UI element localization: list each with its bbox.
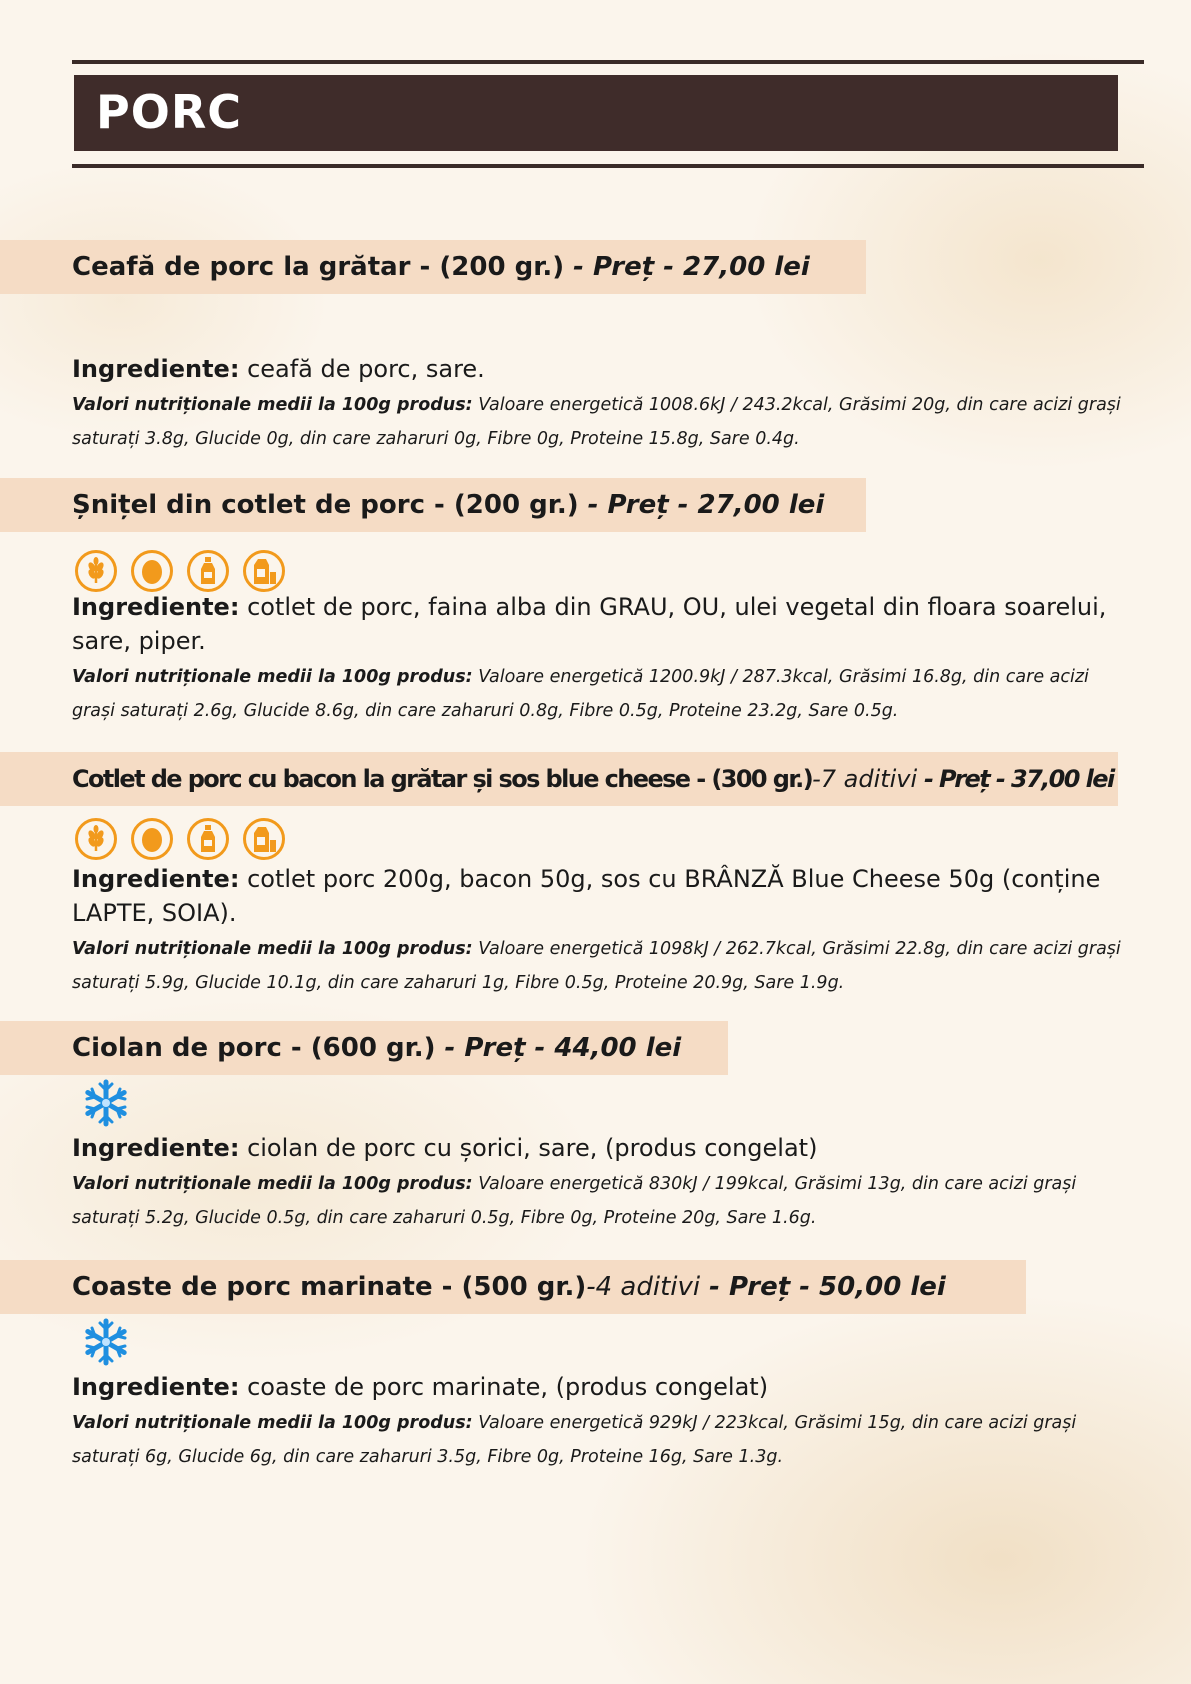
snowflake-icon — [80, 1316, 132, 1368]
item-additives: -4 aditivi — [586, 1272, 701, 1302]
ingredients-label: Ingrediente: — [72, 1373, 240, 1401]
item-title — [72, 1272, 946, 1302]
item-nutrition — [72, 660, 1132, 728]
item-nutrition — [72, 1167, 1132, 1235]
ingredients-text: coaste de porc marinate, (produs congelat) — [239, 1373, 769, 1401]
ingredients-label: Ingrediente: — [72, 355, 240, 383]
oil-bottle-icon — [187, 818, 229, 860]
item-nutrition — [72, 388, 1132, 456]
item-ingredients — [72, 1131, 1132, 1165]
item-title-bar — [0, 1260, 1026, 1314]
ingredients-label: Ingrediente: — [72, 1134, 240, 1162]
ingredients-text: ciolan de porc cu șorici, sare, (produs congelat) — [239, 1134, 818, 1162]
item-title — [72, 765, 1114, 793]
wheat-icon — [75, 818, 117, 860]
item-title-bar — [0, 240, 866, 294]
item-ingredients — [72, 862, 1132, 930]
item-ingredients — [72, 352, 1132, 386]
item-price: - Preț - 27,00 lei — [564, 252, 810, 282]
item-name: Ciolan de porc - (600 gr.) — [72, 1033, 436, 1063]
item-name: Cotlet de porc cu bacon la grătar și sos blue cheese - (300 gr.) — [72, 765, 813, 793]
nutrition-text: Valoare energetică 1008.6kJ / 243.2kcal, Grăsimi 20g, din care acizi grași saturați 3.8g, Glucide 0g, din care zaharuri 0g, Fibre 0g, Proteine 15.8g, Sare 0.4g. — [72, 395, 1121, 449]
item-price: - Preț - 50,00 lei — [700, 1272, 946, 1302]
header-rule-bottom — [72, 164, 1144, 168]
nutrition-label: Valori nutriționale medii la 100g produs: — [72, 395, 473, 415]
allergen-icons — [75, 550, 285, 592]
wheat-icon — [75, 550, 117, 592]
allergen-icons — [75, 818, 285, 860]
ingredients-text: cotlet porc 200g, bacon 50g, sos cu BRÂNZĂ Blue Cheese 50g (conține LAPTE, SOIA). — [72, 865, 1101, 927]
ingredients-label: Ingrediente: — [72, 865, 240, 893]
ingredients-text: ceafă de porc, sare. — [239, 355, 485, 383]
storage-icons — [80, 1077, 132, 1129]
milk-icon — [243, 550, 285, 592]
nutrition-text: Valoare energetică 1200.9kJ / 287.3kcal, Grăsimi 16.8g, din care acizi grași saturați 2.6g, Glucide 8.6g, din care zaharuri 0.8g, Fibre 0.5g, Proteine 23.2g, Sare 0.5g. — [72, 667, 1089, 721]
milk-icon — [243, 818, 285, 860]
item-title-bar — [0, 1021, 728, 1075]
item-price: - Preț - 44,00 lei — [435, 1033, 682, 1063]
nutrition-text: Valoare energetică 1098kJ / 262.7kcal, Grăsimi 22.8g, din care acizi grași saturați 5.9g, Glucide 10.1g, din care zaharuri 1g, Fibre 0.5g, Proteine 20.9g, Sare 1.9g. — [72, 939, 1121, 993]
snowflake-icon — [80, 1077, 132, 1129]
oil-bottle-icon — [187, 550, 229, 592]
header-rule-top — [72, 60, 1144, 64]
item-title — [72, 490, 824, 520]
nutrition-label: Valori nutriționale medii la 100g produs: — [72, 667, 473, 687]
item-title — [72, 252, 810, 282]
item-title-bar — [0, 478, 866, 532]
item-ingredients — [72, 1370, 1132, 1404]
item-name: Șnițel din cotlet de porc - (200 gr.) — [72, 490, 579, 520]
nutrition-label: Valori nutriționale medii la 100g produs: — [72, 939, 473, 959]
item-nutrition — [72, 1406, 1132, 1474]
item-title — [72, 1033, 681, 1063]
storage-icons — [80, 1316, 132, 1368]
egg-icon — [131, 818, 173, 860]
item-price: - Preț - 37,00 lei — [917, 765, 1114, 793]
nutrition-text: Valoare energetică 830kJ / 199kcal, Grăsimi 13g, din care acizi grași saturați 5.2g, Glucide 0.5g, din care zaharuri 0.5g, Fibre 0g, Proteine 20g, Sare 1.6g. — [72, 1174, 1077, 1228]
nutrition-label: Valori nutriționale medii la 100g produs: — [72, 1413, 473, 1433]
item-name: Ceafă de porc la grătar - (200 gr.) — [72, 252, 565, 282]
nutrition-label: Valori nutriționale medii la 100g produs: — [72, 1174, 473, 1194]
section-header — [74, 75, 1118, 151]
egg-icon — [131, 550, 173, 592]
item-price: - Preț - 27,00 lei — [578, 490, 825, 520]
item-title-bar — [0, 752, 1118, 806]
ingredients-text: cotlet de porc, faina alba din GRAU, OU, ulei vegetal din floara soarelui, sare, piper. — [72, 593, 1107, 655]
item-name: Coaste de porc marinate - (500 gr.) — [72, 1272, 587, 1302]
section-title: PORC — [96, 85, 242, 139]
ingredients-label: Ingrediente: — [72, 593, 240, 621]
item-nutrition — [72, 932, 1132, 1000]
nutrition-text: Valoare energetică 929kJ / 223kcal, Grăsimi 15g, din care acizi grași saturați 6g, Glucide 6g, din care zaharuri 3.5g, Fibre 0g, Proteine 16g, Sare 1.3g. — [72, 1413, 1077, 1467]
item-ingredients — [72, 590, 1132, 658]
item-additives: -7 aditivi — [812, 765, 918, 793]
